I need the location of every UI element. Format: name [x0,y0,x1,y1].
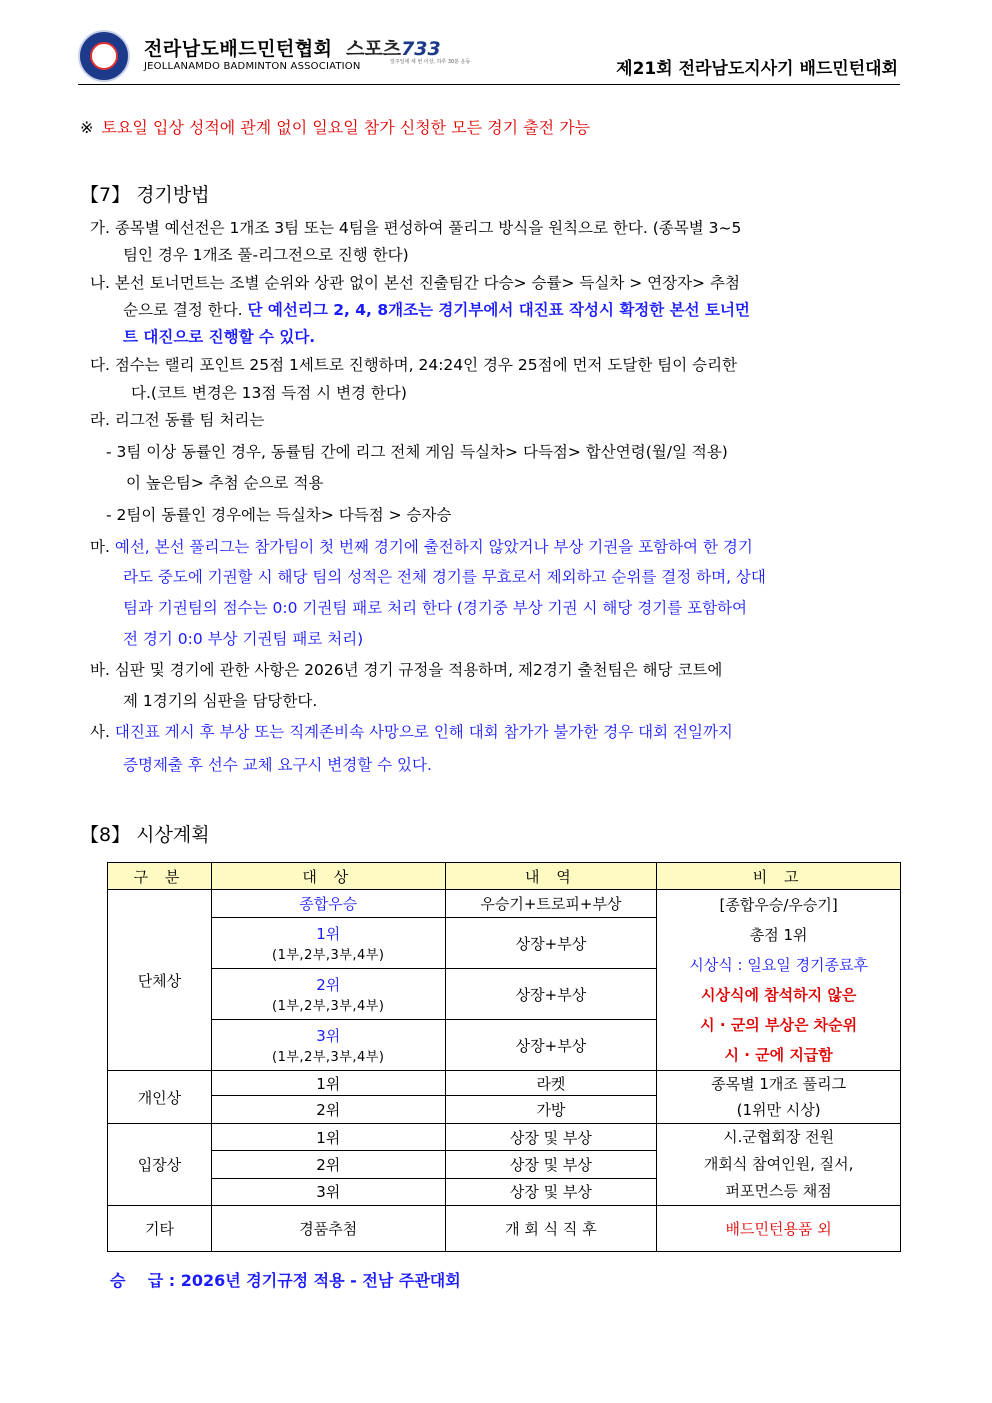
org-name: 전라남도배드민턴협회 [144,38,333,60]
cell-target: 2위 [211,1151,445,1178]
rule-line: 전 경기 0:0 부상 기권팀 패로 처리) [123,630,364,648]
rule-line: 팀인 경우 1개조 풀-리그전으로 진행 한다) [123,246,409,264]
group-individual: 개인상 [108,1071,212,1124]
rule-line: 순으로 결정 한다. 단 예선리그 2, 4, 8개조는 경기부에서 대진표 작성시 확정한 본선 토너먼 [123,301,750,319]
header-detail: 내 역 [445,863,657,890]
table-header-row [108,863,901,890]
cell-target: 1위 [211,1071,445,1096]
header-note: 비 고 [657,863,901,890]
section-8-title: 【8】 시상계획 [80,824,210,846]
rule-line: 바. 심판 및 경기에 관한 사항은 2026년 경기 규정을 적용하며, 제2경기 출천팀은 해당 코트에 [90,661,723,679]
org-english-name: JEOLLANAMDO BADMINTON ASSOCIATION [144,61,361,72]
reference-mark: ※ [80,118,94,137]
promotion-note: 승 급 : 2026년 경기규정 적용 - 전남 주관대회 [110,1271,461,1290]
sports-slogan: 일주일에 세 번 이상, 하루 30분 운동 [390,59,471,65]
rule-line: 이 높은팀> 추첨 순으로 적용 [126,474,324,492]
header-category: 구 분 [108,863,212,890]
event-title: 제21회 전라남도지사기 배드민턴대회 [616,59,898,79]
group-entry: 입장상 [108,1124,212,1206]
table-row [108,890,901,918]
rule-line: 트 대진으로 진행할 수 있다. [123,328,316,346]
rule-line: 나. 본선 토너먼트는 조별 순위와 상관 없이 본선 진출팀간 다승> 승률> 득실차 > 연장자> 추첨 [90,274,740,292]
notice-line: ※ 토요일 입상 성적에 관계 없이 일요일 참가 신청한 모든 경기 출전 가능 [80,118,591,137]
cell-detail: 라켓 [445,1071,657,1096]
cell-target: 1위 (1부,2부,3부,4부) [211,918,445,969]
group-etc: 기타 [108,1206,212,1252]
cell-note: 배드민턴용품 외 [657,1206,901,1252]
cell-detail: 가방 [445,1096,657,1124]
cell-detail: 상장+부상 [445,918,657,969]
cell-detail: 우승기+트로피+부상 [445,890,657,918]
page-header [78,28,900,85]
sports-logo: 스포츠733 [346,38,441,60]
rule-line: 팀과 기권팀의 점수는 0:0 기권팀 패로 처리 한다 (경기중 부상 기권 시 해당 경기를 포함하여 [123,599,748,617]
cell-detail: 상장 및 부상 [445,1151,657,1178]
rule-line: 다.(코트 변경은 13점 득점 시 변경 한다) [131,384,407,402]
cell-detail: 개 회 식 직 후 [445,1206,657,1252]
cell-target: 1위 [211,1124,445,1151]
individual-note-cell: 종목별 1개조 풀리그 (1위만 시상) [657,1071,901,1124]
cell-target: 3위 (1부,2부,3부,4부) [211,1020,445,1071]
rule-line: 사. 대진표 게시 후 부상 또는 직계존비속 사망으로 인해 대회 참가가 불가한 경우 대회 전일까지 [90,723,733,741]
rule-line: 라. 리그전 동률 팀 처리는 [90,411,265,429]
cell-detail: 상장+부상 [445,1020,657,1071]
cell-target: 경품추첨 [211,1206,445,1252]
rule-line: - 3팀 이상 동률인 경우, 동률팀 간에 리그 전체 게임 득실차> 다득점> 합산연령(월/일 적용) [106,443,728,461]
rule-line: 마. 예선, 본선 풀리그는 참가팀이 첫 번째 경기에 출전하지 않았거나 부상 기권을 포함하여 한 경기 [90,538,753,556]
cell-target: 2위 [211,1096,445,1124]
rule-line: 다. 점수는 랠리 포인트 25점 1세트로 진행하며, 24:24인 경우 25점에 먼저 도달한 팀이 승리한 [90,356,738,374]
award-table [107,862,901,1252]
cell-detail: 상장 및 부상 [445,1178,657,1205]
rule-line: 제 1경기의 심판을 담당한다. [123,692,318,710]
cell-target: 2위 (1부,2부,3부,4부) [211,969,445,1020]
rule-line: - 2팀이 동률인 경우에는 득실차> 다득점 > 승자승 [106,506,452,524]
cell-detail: 상장+부상 [445,969,657,1020]
section-7-title: 【7】 경기방법 [80,184,210,206]
rule-line: 증명제출 후 선수 교체 요구시 변경할 수 있다. [123,756,432,774]
table-row [108,1206,901,1252]
team-note-cell: [종합우승/우승기] 총점 1위 시상식 : 일요일 경기종료후 시상식에 참석하지 않은 시 · 군의 부상은 차순위 시 · 군에 지급함 [657,890,901,1071]
table-row [108,1124,901,1151]
cell-target: 3위 [211,1178,445,1205]
association-logo-icon [78,30,130,82]
rule-line: 라도 중도에 기권할 시 해당 팀의 성적은 전체 경기를 무효로서 제외하고 순위를 결정 하며, 상대 [123,568,766,586]
cell-detail: 상장 및 부상 [445,1124,657,1151]
entry-note-cell: 시.군협회장 전원 개회식 참여인원, 질서, 퍼포먼스등 채점 [657,1124,901,1206]
table-row [108,1071,901,1096]
header-target: 대 상 [211,863,445,890]
cell-target: 종합우승 [211,890,445,918]
group-team: 단체상 [108,890,212,1071]
rule-line: 가. 종목별 예선전은 1개조 3팀 또는 4팀을 편성하여 풀리그 방식을 원칙으로 한다. (종목별 3~5 [90,219,742,237]
